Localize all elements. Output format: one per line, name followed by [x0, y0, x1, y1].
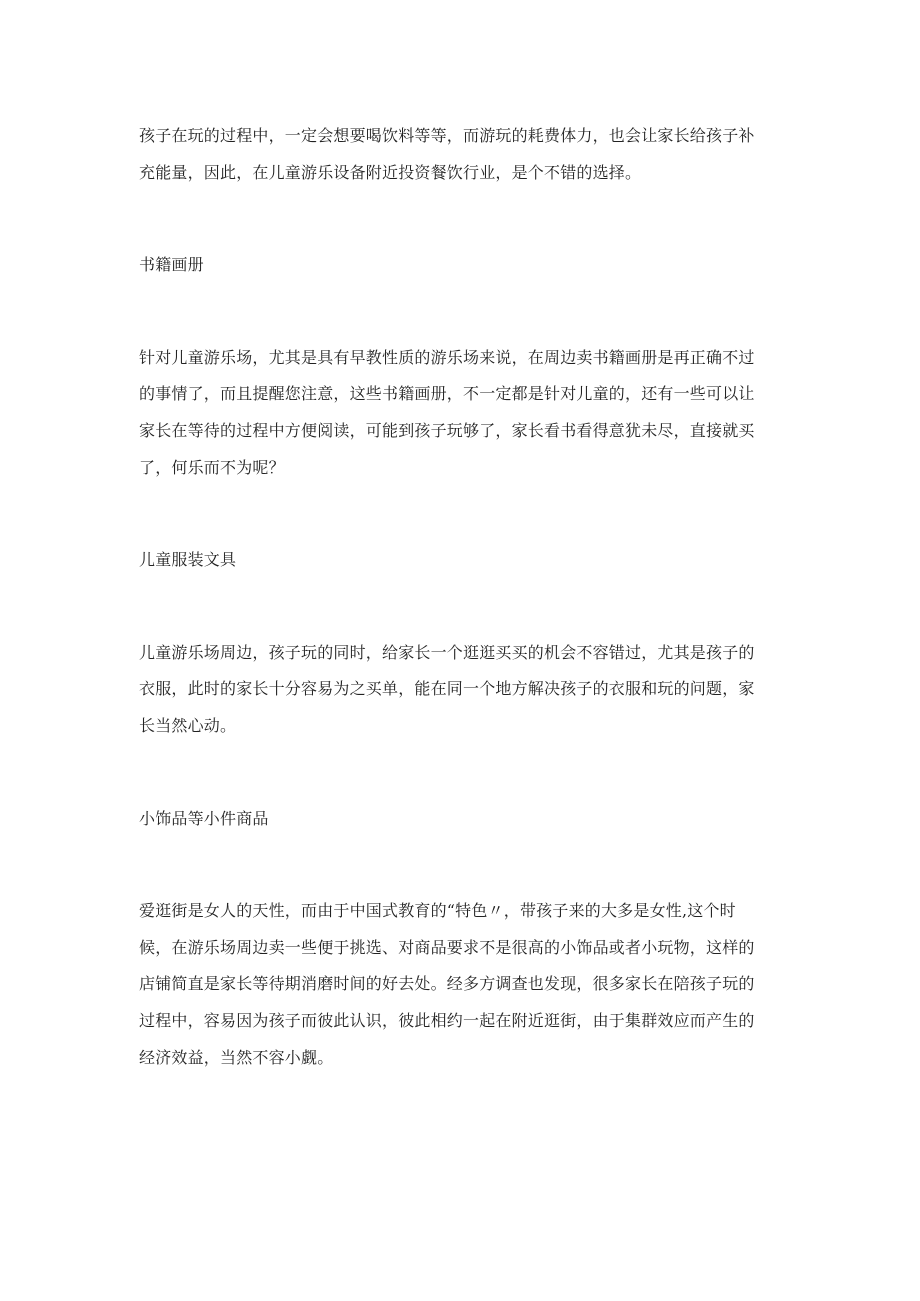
section-heading-clothing: 儿童服装文具 [139, 550, 237, 570]
paragraph-accessories [139, 893, 785, 1076]
paragraph-line: 店铺简直是家长等待期消磨时间的好去处。经多方调查也发现，很多家长在陪孩子玩的 [139, 974, 755, 994]
paragraph-clothing [139, 635, 785, 745]
document-page [139, 118, 785, 1076]
paragraph-line: 针对儿童游乐场，尤其是具有早教性质的游乐场来说，在周边卖书籍画册是再正确不过 [139, 347, 755, 367]
section-heading-books: 书籍画册 [139, 255, 204, 275]
paragraph-line: 过程中，容易因为孩子而彼此认识，彼此相约一起在附近逛街，由于集群效应而产生的 [139, 1010, 755, 1030]
paragraph-dining [139, 118, 785, 191]
section-heading-accessories: 小饰品等小件商品 [139, 808, 269, 828]
paragraph-line: 了，何乐而不为呢？ [139, 457, 285, 477]
paragraph-line: 经济效益，当然不容小觑。 [139, 1047, 334, 1067]
paragraph-books [139, 340, 785, 486]
paragraph-line: 爱逛街是女人的天性，而由于中国式教育的“特色〃，带孩子来的大多是女性,这个时 [139, 901, 736, 921]
paragraph-line: 充能量，因此，在儿童游乐设备附近投资餐饮行业，是个不错的选择。 [139, 162, 642, 182]
paragraph-line: 衣服，此时的家长十分容易为之买单，能在同一个地方解决孩子的衣服和玩的问题，家 [139, 679, 755, 699]
paragraph-line: 长当然心动。 [139, 715, 237, 735]
paragraph-line: 候，在游乐场周边卖一些便于挑选、对商品要求不是很高的小饰品或者小玩物，这样的 [139, 937, 755, 957]
paragraph-line: 孩子在玩的过程中，一定会想要喝饮料等等，而游玩的耗费体力，也会让家长给孩子补 [139, 126, 755, 145]
paragraph-line: 儿童游乐场周边，孩子玩的同时，给家长一个逛逛买买的机会不容错过，尤其是孩子的 [139, 642, 755, 662]
paragraph-line: 的事情了，而且提醒您注意，这些书籍画册，不一定都是针对儿童的，还有一些可以让 [139, 384, 755, 404]
paragraph-line: 家长在等待的过程中方便阅读，可能到孩子玩够了，家长看书看得意犹未尽，直接就买 [139, 420, 755, 440]
